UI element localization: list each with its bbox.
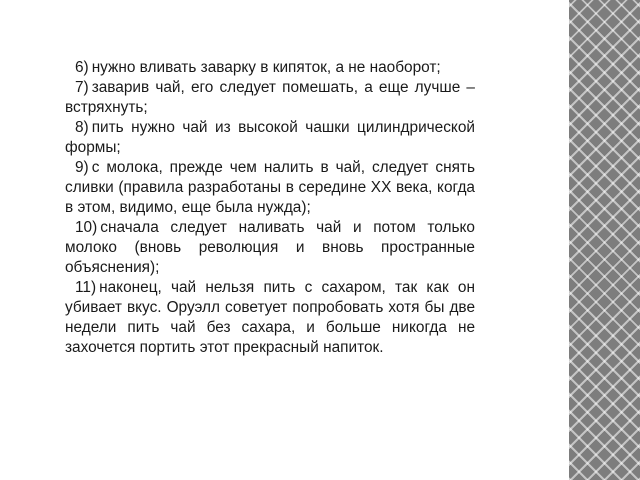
list-item	[65, 78, 475, 118]
numbered-list	[65, 58, 475, 358]
list-item	[65, 58, 475, 78]
list-item	[65, 218, 475, 278]
item-text: сначала следует наливать чай и потом только молоко (вновь революция и вновь пространные объяснения);	[65, 219, 475, 276]
item-number: 11)	[75, 279, 97, 296]
item-text: с молока, прежде чем налить в чай, следует снять сливки (правила разработаны в середине ХХ века, когда в этом, видимо, еще была нужда);	[65, 159, 475, 216]
item-text: пить нужно чай из высокой чашки цилиндрической формы;	[65, 119, 475, 156]
item-number: 8)	[75, 119, 89, 136]
item-number: 10)	[75, 219, 98, 236]
item-number: 6)	[75, 59, 89, 76]
item-text: нужно вливать заварку в кипяток, а не наоборот;	[91, 59, 441, 76]
list-item	[65, 158, 475, 218]
item-number: 7)	[75, 79, 89, 96]
decorative-side-strip	[569, 0, 640, 480]
list-item	[65, 118, 475, 158]
item-text: заварив чай, его следует помешать, а еще лучше – встряхнуть;	[65, 79, 475, 116]
list-item	[65, 278, 475, 358]
item-text: наконец, чай нельзя пить с сахаром, так как он убивает вкус. Оруэлл советует попробовать хотя бы две недели пить чай без сахара, и больше никогда не захочется портить этот прекрасный напиток.	[65, 279, 475, 356]
item-number: 9)	[75, 159, 89, 176]
